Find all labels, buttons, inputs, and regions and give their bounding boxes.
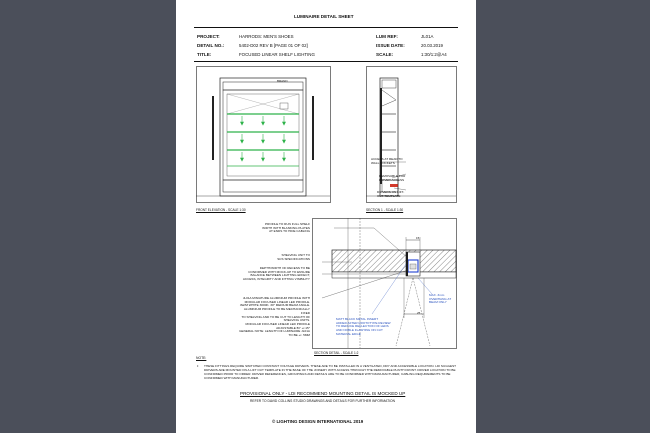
profile-run-note: PROFILE TO RUN FULL SHELF WIDTH WITH BLANKING PLATES AT ENDS TO HIDE CABLING: [262, 222, 310, 234]
provisional-note: PROVISIONAL ONLY - LDI RECOMMEND MOUNTING DETAIL IS MOCKED UP: [240, 391, 406, 396]
detail-label: DETAIL NO.:: [197, 43, 225, 48]
lumref-label: LUM REF:: [376, 34, 398, 39]
project-value: HARRODS: MEN'S SHOES: [239, 34, 294, 39]
notes-heading: NOTE:: [196, 356, 207, 360]
notes-bullet: •: [197, 363, 199, 368]
title-rule: [194, 27, 458, 28]
shelving-note: SHELVING UNIT TO SCS SPECIFICATIONS: [277, 253, 310, 261]
max-overhang-note: MAX. 3mm OVERHANG AT BEAM ONLY: [429, 293, 452, 305]
drivers-note: DRIVERS ON LIFT- OUT TEMPLATE: [377, 190, 405, 198]
lumref-value: JL01A: [421, 34, 434, 39]
issue-value: 20.03.2019: [421, 43, 443, 48]
issue-label: ISSUE DATE:: [376, 43, 405, 48]
header-rule: [194, 61, 458, 62]
front-elevation-drawing: [196, 66, 336, 206]
project-label: PROJECT:: [197, 34, 220, 39]
refer-note: REFER TO DAVID COLLINS STUDIO DRAWINGS AND DETAILS FOR FURTHER INFORMATION: [250, 399, 395, 403]
brand-label: BRAND: [277, 79, 288, 83]
scale-label: SCALE:: [376, 52, 394, 57]
copyright: © LIGHTING DESIGN INTERNATIONAL 2019: [272, 419, 364, 424]
removable-note: REMOVABLE FOR DRIVER ACCESS: [379, 174, 406, 182]
scale-value: 1:30/1:2@A4: [421, 52, 447, 57]
detail-sheet: [176, 0, 476, 433]
dimension-top: 15: [416, 236, 420, 240]
section-1-drawing: [366, 66, 458, 206]
section-detail-caption: SECTION DETAIL - SCALE 1:2: [314, 351, 359, 355]
detail-value: 5402-D02 REV B [PAGE 01 OF 02]: [239, 43, 308, 48]
title-label: TITLE:: [197, 52, 212, 57]
notes-body: THESE FITTINGS REQUIRE SWITCHED CONSTANT VOLTAGE DRIVERS. THESE ARE TO BE INSTALLED IN A VENTILATED, DRY AND ACCESSIBLE LOCATION. LDI SUGGEST DRIVERS ARE MOUNTED ON A LIFT OUT TEMPLATE IN THE BASE OF THE JOINERY WITH ACCESS THROUGH THE REMOVABLE PLINTH FRONT. DRIVER LOCATION TO BE CONFIRMED PRIOR TO ORDER. DRIVER REFERENCES, GROUPINGS AND DETAILS ARE TO BE CONFIRMED WITH MANUFACTURER, CABLING REQUIREMENTS TO BE CONFIRMED WITH MANUFACTURER.: [204, 364, 456, 380]
access-note: ACCESS AT READ TO WALL SOCKETS: [371, 157, 403, 165]
front-elevation-caption: FRONT ELEVATION - SCALE 1:30: [196, 208, 246, 212]
matt-black-note: MATT BLACK METAL INSERT ADDED AFTER PROTOTYPE REVIEW TO REDUCE REFLECTION OF LEDS AND NOBLE FLASHING ON CUT MATERIAL EDGE: [336, 317, 391, 336]
dimension-bottom: 25: [417, 311, 421, 315]
profile-spec-note: JL01A MINIATURE ALUMINIUM PROFILE WITH MODULAR FOCUSED LINEAR LED PROFILE. 4W/M WHITE 3000K. 30° MEDIUM BEAM ANGLE. ALUMINIUM PROFILE TO BE MECHANICALLY FIXED TO SHELVING AND TO BE CUT TO LENGTH OF SHELVING UNITS. MODULAR FOCUSED LINEAR LED PROFILE ADJUSTABLE BY +/-15° GENERAL NOTE: LENGTH OF LUMINAIRE JL01A TO BE +/- 5MM: [239, 296, 310, 338]
section-1-caption: SECTION 1 - SCALE 1:30: [366, 208, 404, 212]
depth-note: DEPTH/WIDTH OF RECESS TO BE CONFIRMED WITH MOCK-UP TO ENSURE BALANCE BETWEEN LIGHTING EFFECT, ACCESS, INTEGRITY AND FITTING VISIBILITY: [242, 266, 310, 282]
sheet-title: LUMINAIRE DETAIL SHEET: [294, 14, 354, 19]
title-value: FOCUSED LINEAR SHELF LIGHTING: [239, 52, 315, 57]
